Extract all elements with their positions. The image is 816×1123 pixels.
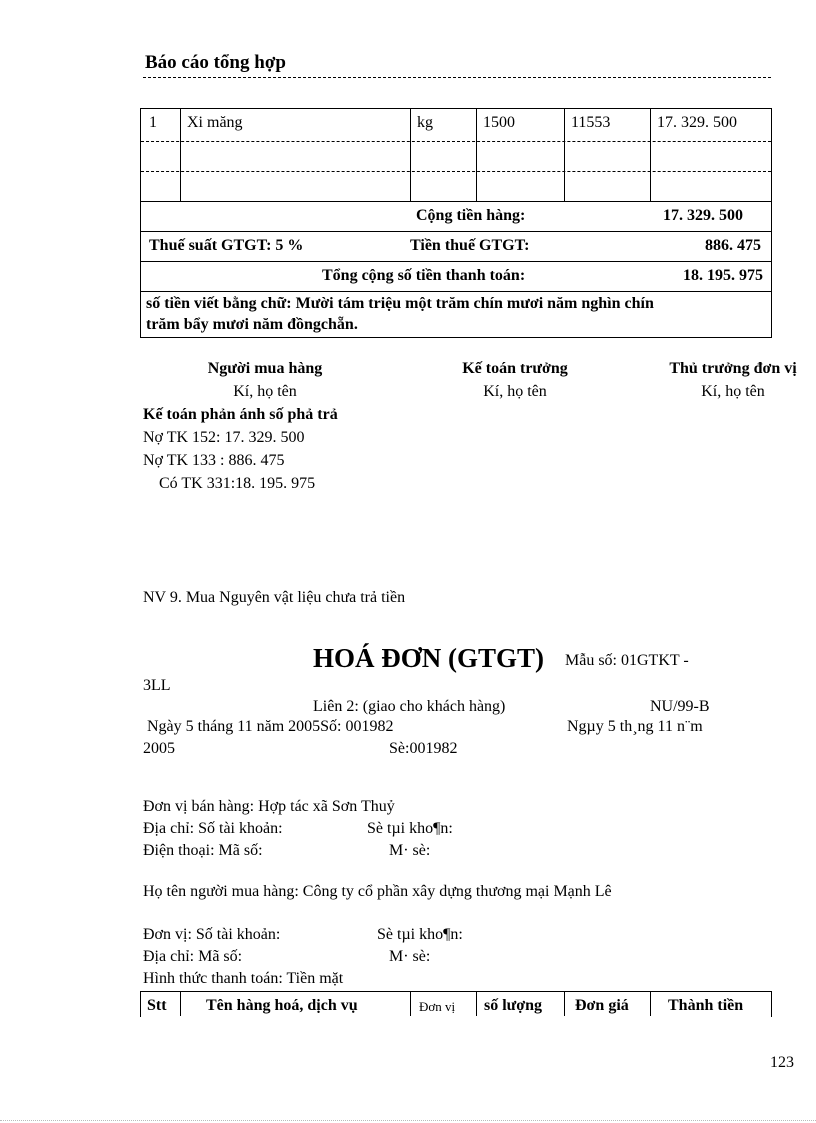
table-header-unit-price: Đơn giá (575, 997, 629, 1014)
col-divider (650, 992, 651, 1016)
page-bottom-divider (0, 1120, 816, 1121)
col-divider (476, 992, 477, 1016)
signature-buyer-title: Người mua hàng (207, 360, 323, 377)
buyer-account-garbled: Sè tµi kho¶n: (377, 926, 463, 943)
invoice-number-garbled: Sè:001982 (389, 740, 458, 757)
col-divider (410, 109, 411, 201)
row-divider (141, 261, 771, 262)
transaction-nv9: NV 9. Mua Nguyên vật liệu chưa trả tiền (143, 589, 406, 606)
accounting-heading: Kế toán phản ánh số phả trả (143, 406, 338, 423)
col-divider (564, 992, 565, 1016)
subtotal-value: 17. 329. 500 (663, 207, 743, 224)
signature-director-sub: Kí, họ tên (701, 383, 765, 400)
row-divider (141, 291, 771, 292)
subtotal-label: Cộng tiền hàng: (416, 207, 526, 224)
accounting-line: Nợ TK 152: 17. 329. 500 (143, 429, 305, 446)
invoice-form-no-cont: 3LL (143, 677, 171, 694)
seller-phone: Điện thoại: Mã số: (143, 842, 263, 859)
table-header-stt: Stt (147, 997, 167, 1014)
total-label: Tổng cộng số tiền thanh toán: (322, 267, 526, 284)
row-divider (141, 231, 771, 232)
amount-in-words-line2: trăm bẩy mươi năm đồngchẵn. (146, 316, 358, 333)
seller-account-garbled: Sè tµi kho¶n: (367, 820, 453, 837)
row-divider (141, 171, 771, 172)
table-header-amount: Thành tiền (668, 997, 744, 1014)
seller-name: Đơn vị bán hàng: Hợp tác xã Sơn Thuỷ (143, 798, 395, 815)
invoice-date-line: Ngày 5 tháng 11 năm 2005Số: 001982 (147, 718, 394, 735)
report-title: Báo cáo tổng hợp (145, 52, 286, 73)
row-divider (141, 201, 771, 202)
seller-address: Địa chỉ: Số tài khoản: (143, 820, 283, 837)
amount-in-words-line1: số tiền viết bằng chữ: Mười tám triệu một trăm chín mươi năm nghìn chín (146, 295, 654, 312)
seller-code-garbled: M· sè: (389, 842, 431, 859)
table-cell: 17. 329. 500 (657, 114, 737, 131)
buyer-name: Họ tên người mua hàng: Công ty cổ phần xây dựng thương mại Mạnh Lê (143, 883, 612, 900)
invoice-items-table-header (140, 991, 772, 1017)
invoice-date-garbled: Ngµy 5 th¸ng 11 n¨m (567, 718, 703, 735)
table-cell: 1500 (483, 114, 515, 131)
header-divider (143, 77, 771, 78)
signature-accountant-title: Kế toán trưởng (462, 360, 568, 377)
payment-method: Hình thức thanh toán: Tiền mặt (143, 970, 344, 987)
invoice-series: NU/99-B (650, 698, 710, 715)
invoice-copy: Liên 2: (giao cho khách hàng) (313, 698, 506, 715)
table-cell: 11553 (571, 114, 611, 131)
invoice-year: 2005 (143, 740, 175, 757)
signature-director-title: Thủ trưởng đơn vị (669, 360, 797, 377)
accounting-line: Có TK 331:18. 195. 975 (159, 475, 316, 492)
total-value: 18. 195. 975 (683, 267, 763, 284)
table-header-unit: Đơn vị (419, 999, 456, 1014)
table-cell: kg (417, 114, 433, 131)
signature-buyer-sub: Kí, họ tên (233, 383, 297, 400)
col-divider (410, 992, 411, 1016)
accounting-line: Nợ TK 133 : 886. 475 (143, 452, 285, 469)
signature-accountant-sub: Kí, họ tên (483, 383, 547, 400)
table-header-quantity: số lượng (484, 997, 543, 1014)
row-divider (141, 141, 771, 142)
invoice-form-no: Mẫu số: 01GTKT - (565, 652, 689, 669)
buyer-code-garbled: M· sè: (389, 948, 431, 965)
vat-rate-label: Thuế suất GTGT: 5 % (149, 237, 304, 254)
table-cell: Xi măng (187, 114, 243, 131)
vat-value: 886. 475 (705, 237, 761, 254)
col-divider (180, 992, 181, 1016)
col-divider (180, 109, 181, 201)
table-cell: 1 (149, 114, 157, 131)
table-header-goods: Tên hàng hoá, dịch vụ (206, 997, 358, 1014)
col-divider (564, 109, 565, 201)
col-divider (650, 109, 651, 201)
buyer-address: Địa chỉ: Mã số: (143, 948, 243, 965)
invoice-title: HOÁ ĐƠN (GTGT) (313, 643, 545, 673)
vat-label: Tiền thuế GTGT: (410, 237, 530, 254)
col-divider (476, 109, 477, 201)
page-number: 123 (770, 1054, 794, 1071)
goods-summary-table (140, 108, 772, 338)
buyer-unit: Đơn vị: Số tài khoản: (143, 926, 281, 943)
